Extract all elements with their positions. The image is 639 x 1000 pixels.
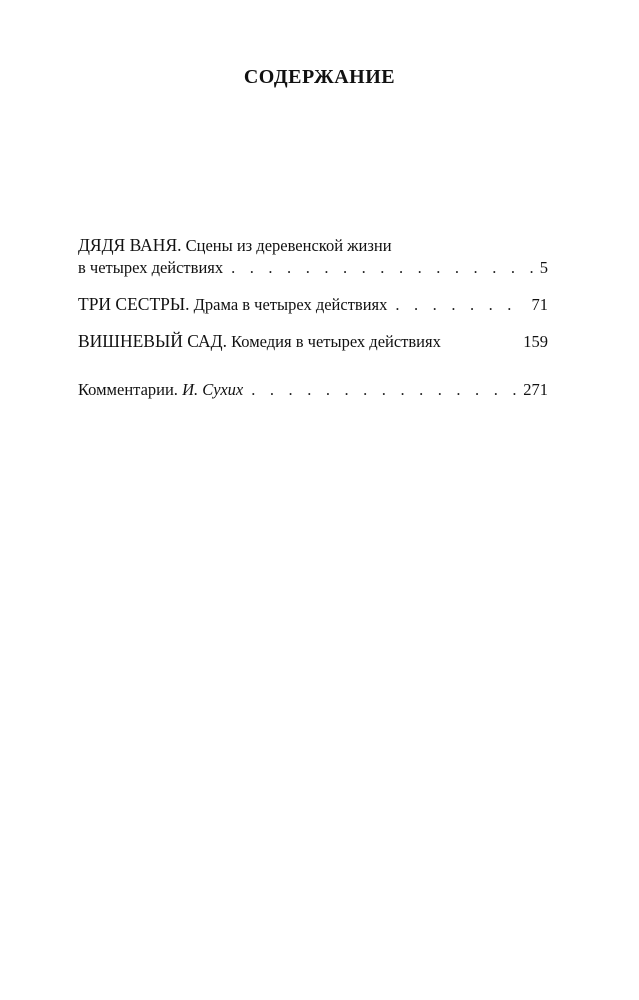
page-title: СОДЕРЖАНИЕ	[243, 66, 396, 88]
toc-entry-line	[78, 293, 548, 316]
toc-entry-line	[78, 234, 548, 257]
toc-entry-line	[78, 379, 548, 401]
author-name: И. Сухих	[182, 380, 244, 399]
work-title: Комментарии.	[78, 380, 178, 399]
page-number: 71	[531, 295, 548, 314]
page-number: 5	[539, 258, 548, 277]
page-number: 271	[523, 380, 548, 399]
work-title: ТРИ СЕСТРЫ.	[78, 294, 190, 314]
dot-leader	[251, 379, 517, 401]
page-number: 159	[523, 332, 548, 351]
work-title: ВИШНЕВЫЙ САД.	[78, 331, 227, 351]
table-of-contents	[78, 234, 548, 401]
work-subtitle: Сцены из деревенской жизни	[185, 236, 392, 255]
toc-entry-line	[78, 330, 548, 353]
toc-entry-commentary[interactable]	[78, 379, 548, 401]
work-title: ДЯДЯ ВАНЯ.	[78, 235, 182, 255]
toc-entry-uncle-vanya[interactable]	[78, 234, 548, 279]
work-subtitle-continued: в четырех действиях	[78, 258, 224, 277]
dot-leader	[395, 294, 525, 316]
toc-entry-line	[78, 257, 548, 279]
work-subtitle: Комедия в четырех действиях	[231, 332, 441, 351]
toc-entry-cherry-orchard[interactable]	[78, 330, 548, 353]
work-subtitle: Драма в четырех действиях	[193, 295, 388, 314]
dot-leader	[231, 257, 534, 279]
toc-entry-three-sisters[interactable]	[78, 293, 548, 316]
